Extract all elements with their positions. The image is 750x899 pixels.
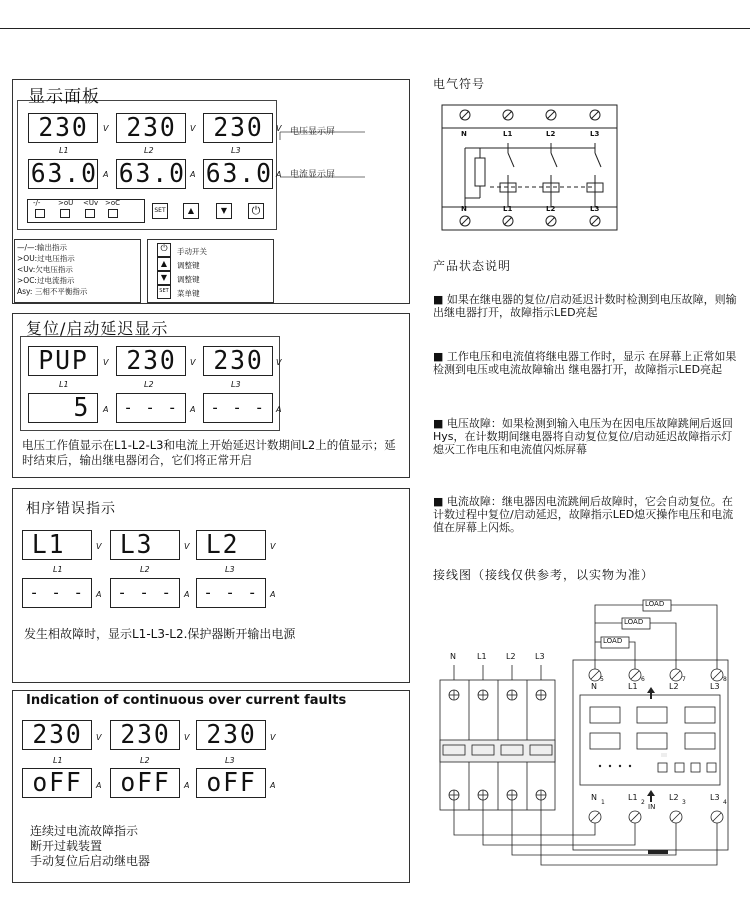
current-screen-label: 电流显示屏 [290, 170, 336, 180]
terminal-label: L1 [503, 130, 513, 138]
legend-item: >OC:过电流指示 [17, 276, 75, 285]
unit-v: V [96, 542, 102, 551]
phase-label: L2 [144, 146, 154, 155]
lcd-v-l1: PUP [28, 346, 98, 376]
legend-item: 手动开关 [177, 247, 207, 256]
phase-label: L2 [140, 756, 150, 765]
device-terminal-num: 8 [723, 676, 727, 683]
legend-item: 调整键 [177, 261, 200, 270]
down-button[interactable]: ▼ [216, 203, 232, 219]
unit-a: A [103, 405, 109, 414]
lcd-a-l1: 5 [28, 393, 98, 423]
phase-label: L3 [225, 756, 235, 765]
lcd-v-l1: 230 [28, 113, 98, 143]
unit-a: A [190, 405, 196, 414]
legend-down-icon: ▼ [157, 271, 171, 285]
unit-a: A [270, 781, 276, 790]
unit-v: V [184, 733, 190, 742]
lcd-a-l2: oFF [110, 768, 180, 798]
terminal-label: N [461, 205, 467, 213]
device-terminal-num: 4 [723, 799, 727, 806]
terminal-label: L2 [546, 205, 556, 213]
unit-v: V [190, 358, 196, 367]
device-terminal-num: 2 [641, 799, 645, 806]
device-terminal: L3 [710, 682, 720, 691]
panel4-line: 断开过载装置 [30, 839, 103, 853]
voltage-screen-label: 电压显示屏 [290, 127, 336, 137]
lcd-a-l2: - - - [116, 393, 186, 423]
legend-left [17, 242, 87, 297]
lcd-a-l3: - - - [196, 578, 266, 608]
legend-item: 调整键 [177, 275, 200, 284]
breaker-label: L3 [535, 652, 545, 661]
lcd-a-l2: - - - [110, 578, 180, 608]
device-terminal: L1 [628, 682, 638, 691]
unit-v: V [270, 733, 276, 742]
unit-a: A [96, 590, 102, 599]
terminal-label: N [461, 130, 467, 138]
terminal-label: L1 [503, 205, 513, 213]
indicator-led [85, 209, 95, 218]
unit-v: V [276, 358, 282, 367]
lcd-v-l3: 230 [203, 113, 273, 143]
status-2: ■ 工作电压和电流值将继电器工作时，显示 在屏幕上正常如果检测到电压或电流故障输出 继电器打开，故障指示LED亮起 [433, 350, 737, 376]
device-terminal-num: 5 [600, 676, 604, 683]
unit-a: A [184, 781, 190, 790]
phase-label: L3 [225, 565, 235, 574]
unit-v: V [103, 358, 109, 367]
lcd-v-l3: L2 [196, 530, 266, 560]
unit-a: A [276, 405, 282, 414]
status-3: ■ 电压故障：如果检测到输入电压为在因电压故障跳闸后返回Hys，在计数期间继电器将自动复位复位/启动延迟故障指示灯熄灭工作电压和电流值闪烁屏幕 [433, 417, 733, 456]
legend-item: —/—:输出指示 [17, 243, 68, 252]
unit-a: A [190, 170, 196, 179]
breaker-label: N [450, 652, 456, 661]
set-button[interactable]: SET [152, 203, 168, 219]
load-label: LOAD [624, 618, 644, 626]
device-terminal-num: 3 [682, 799, 686, 806]
device-terminal: L2 [669, 793, 679, 802]
lcd-a-l3: oFF [196, 768, 266, 798]
indicator-label: -/- [33, 199, 41, 207]
lcd-v-l1: L1 [22, 530, 92, 560]
unit-v: V [190, 124, 196, 133]
wiring-diagram [425, 595, 745, 895]
legend-set-icon: SET [157, 285, 171, 299]
indicator-label: >oU [58, 199, 74, 207]
indicator-led [108, 209, 118, 218]
unit-a: A [270, 590, 276, 599]
legend-item: >OU:过电压指示 [17, 254, 75, 263]
panel2-desc: 电压工作值显示在L1-L2-L3和电流上开始延迟计数期间L2上的值显示；延时结束后，输出继电器闭合，它们将正常开启 [22, 438, 396, 467]
device-terminal: L1 [628, 793, 638, 802]
indicator-label: <Uv [83, 199, 99, 207]
panel3-desc: 发生相故障时，显示L1-L3-L2.保护器断开输出电源 [24, 627, 296, 641]
terminal-label: L2 [546, 130, 556, 138]
lcd-a-l1: oFF [22, 768, 92, 798]
phase-label: L1 [53, 565, 63, 574]
phase-label: L2 [144, 380, 154, 389]
unit-v: V [96, 733, 102, 742]
terminal-label: L3 [590, 205, 600, 213]
device-terminal: N [591, 793, 597, 802]
unit-v: V [184, 542, 190, 551]
power-button[interactable]: ⏻ [248, 203, 264, 219]
unit-v: V [270, 542, 276, 551]
in-label: IN [648, 803, 656, 811]
legend-right [177, 245, 207, 301]
phase-label: L1 [59, 380, 69, 389]
lcd-v-l2: L3 [110, 530, 180, 560]
panel4-line: 手动复位后启动继电器 [30, 854, 151, 868]
device-terminal-num: 1 [601, 799, 605, 806]
device-terminal-num: 6 [641, 676, 645, 683]
legend-item: Asy: 三相不平衡指示 [17, 287, 88, 296]
top-rule [0, 28, 750, 29]
load-label: LOAD [603, 637, 623, 645]
lcd-v-l2: 230 [110, 720, 180, 750]
lcd-a-l2: 63.0 [116, 159, 186, 189]
lcd-a-l1: 63.0 [28, 159, 98, 189]
legend-item: <Uv:欠电压指示 [17, 265, 73, 274]
lcd-v-l2: 230 [116, 346, 186, 376]
unit-v: V [276, 124, 282, 133]
panel2-title: 复位/启动延迟显示 [26, 319, 169, 338]
phase-label: L1 [53, 756, 63, 765]
lcd-v-l1: 230 [22, 720, 92, 750]
device-terminal: L3 [710, 793, 720, 802]
phase-label: L3 [231, 380, 241, 389]
lcd-a-l1: - - - [22, 578, 92, 608]
status-1: ■ 如果在继电器的复位/启动延迟计数时检测到电压故障，则输出继电器打开，故障指示LED亮起 [433, 293, 737, 319]
wiring-title: 接线图（接线仅供参考，以实物为准） [433, 568, 655, 582]
device-terminal-num: 7 [682, 676, 686, 683]
unit-a: A [184, 590, 190, 599]
unit-a: A [103, 170, 109, 179]
legend-item: 菜单键 [177, 289, 200, 298]
panel4-line: 连续过电流故障指示 [30, 824, 139, 838]
status-4: ■ 电流故障：继电器因电流跳闸后故障时，它会自动复位。在计数过程中复位/启动延迟，故障指示LED熄灭操作电压和电流值在屏幕上闪烁。 [433, 495, 734, 534]
legend-power-icon: ⏻ [157, 243, 171, 257]
electrical-symbol [440, 103, 620, 233]
panel3-title: 相序错误指示 [26, 501, 116, 517]
unit-v: V [103, 124, 109, 133]
symbol-title: 电气符号 [433, 77, 486, 91]
phase-label: L2 [140, 565, 150, 574]
load-label: LOAD [645, 600, 665, 608]
panel4-title: Indication of continuous over current faults [26, 693, 347, 708]
unit-a: A [96, 781, 102, 790]
breaker-label: L1 [477, 652, 487, 661]
unit-a: A [276, 170, 282, 179]
panel4-lines [30, 824, 150, 869]
phase-label: L3 [231, 146, 241, 155]
legend-up-icon: ▲ [157, 257, 171, 271]
phase-label: L1 [59, 146, 69, 155]
indicator-led [35, 209, 45, 218]
terminal-label: L3 [590, 130, 600, 138]
indicator-led [60, 209, 70, 218]
lcd-a-l3: - - - [203, 393, 273, 423]
lcd-v-l3: 230 [203, 346, 273, 376]
up-button[interactable]: ▲ [183, 203, 199, 219]
lcd-a-l3: 63.0 [203, 159, 273, 189]
device-terminal: N [591, 682, 597, 691]
lcd-v-l2: 230 [116, 113, 186, 143]
indicator-label: >oC [105, 199, 121, 207]
device-terminal: L2 [669, 682, 679, 691]
lcd-v-l3: 230 [196, 720, 266, 750]
status-title: 产品状态说明 [433, 259, 512, 273]
panel1-title: 显示面板 [28, 87, 100, 107]
breaker-label: L2 [506, 652, 516, 661]
